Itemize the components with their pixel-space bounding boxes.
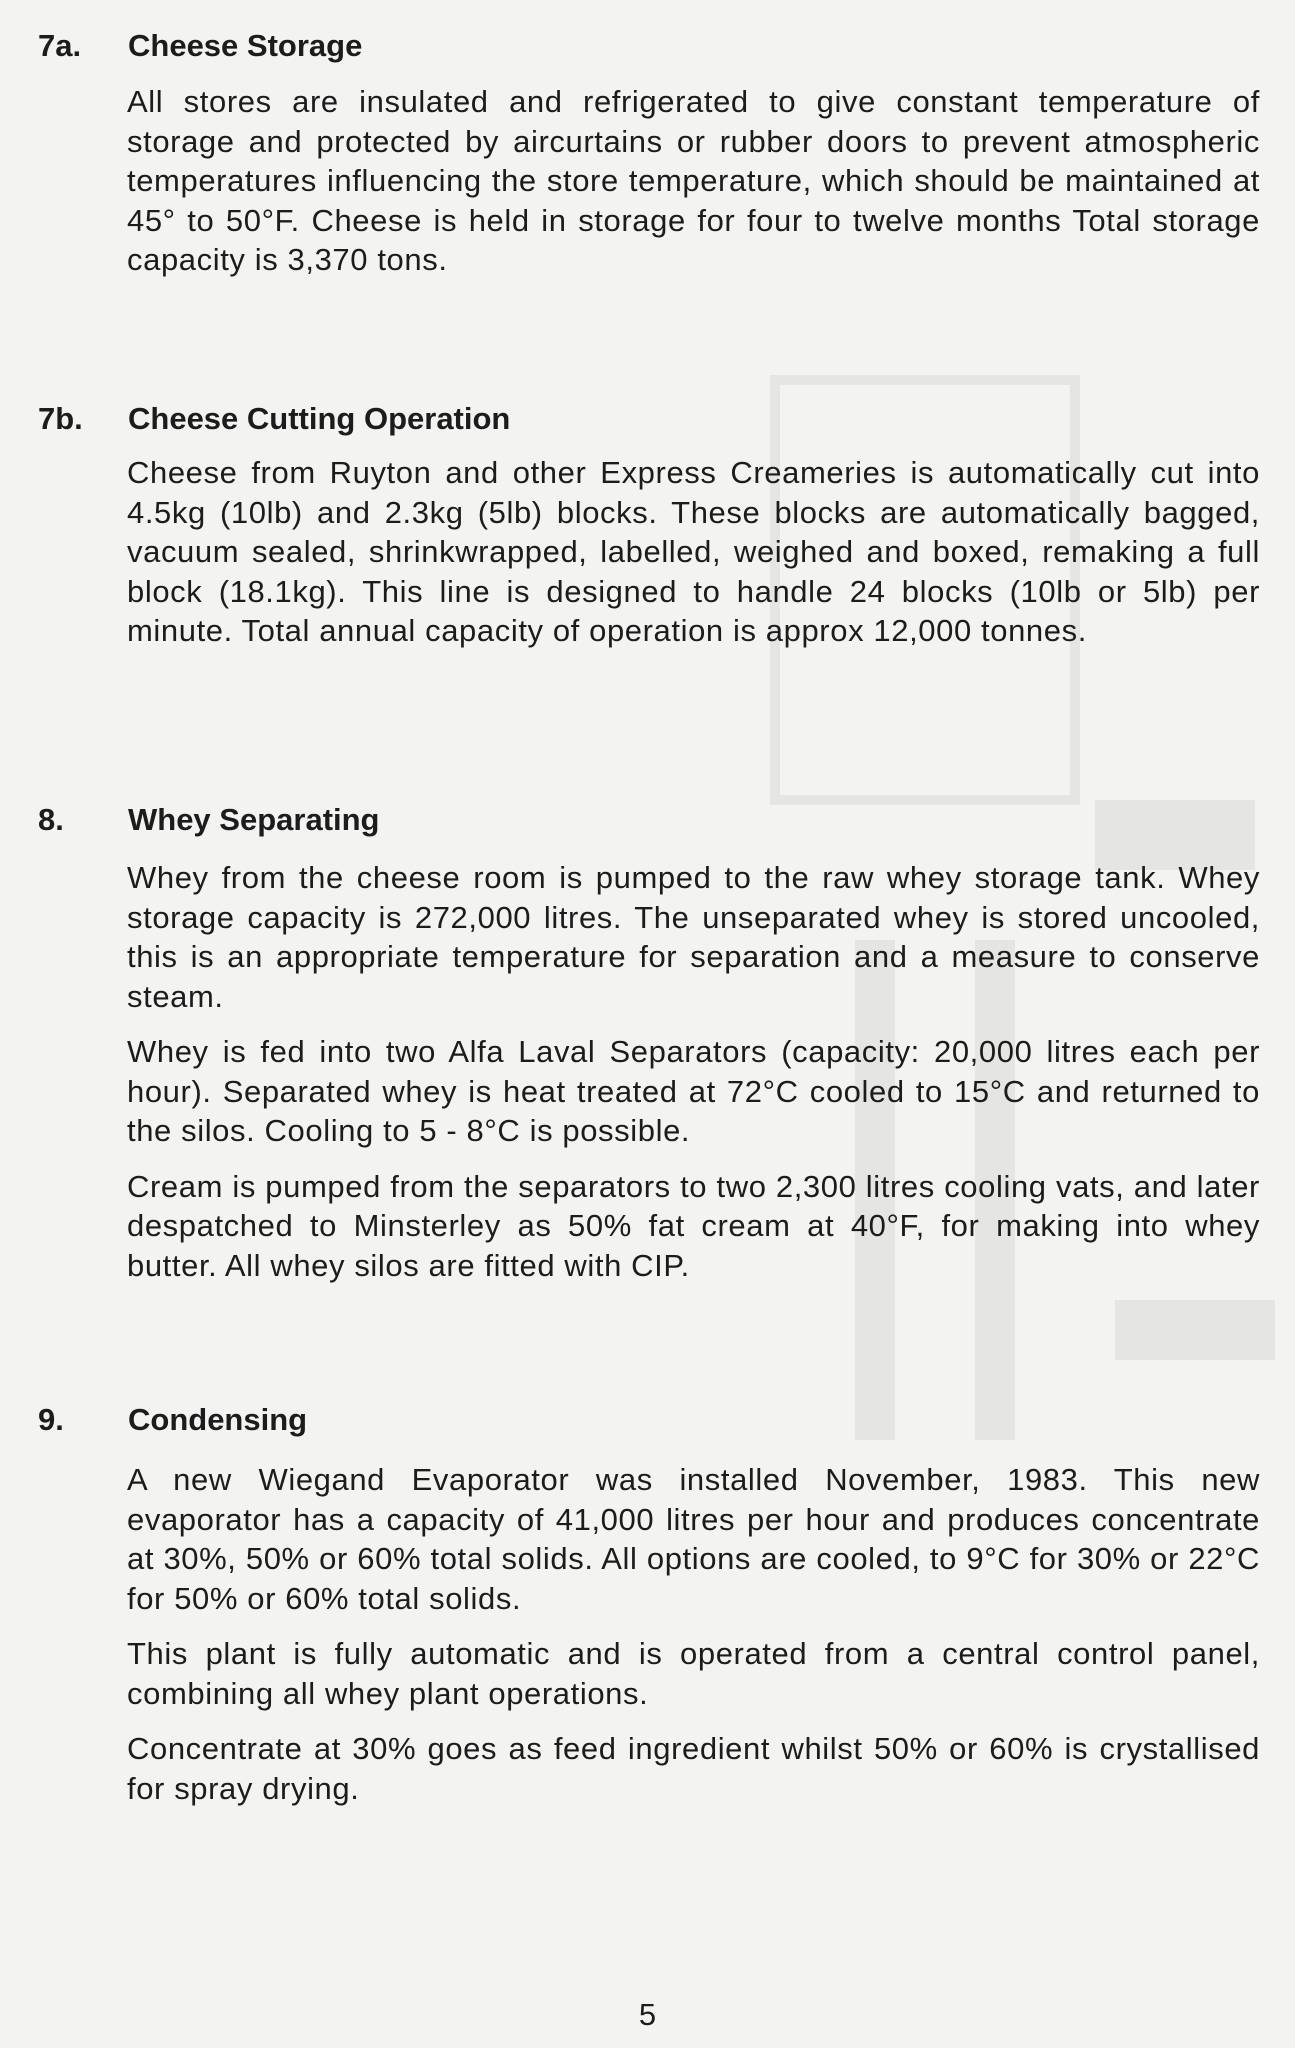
paragraph: All stores are insulated and refrigerated to give constant temperature of storage and protected by aircurtains or rubber doors to prevent atmospheric temperatures influencing the store temperature, which should be maintained at 45° to 50°F. Cheese is held in storage for four to twelve months Total storage capacity is 3,370 tons. — [127, 84, 1260, 277]
section-number: 7a. — [38, 28, 82, 63]
section-heading: Cheese Cutting Operation — [128, 401, 511, 436]
section-heading: Cheese Storage — [128, 28, 363, 63]
section-body — [127, 453, 1260, 667]
paragraph: Cream is pumped from the separators to two 2,300 litres cooling vats, and later despatched to Minsterley as 50% fat cream at 40°F, for making into whey butter. All whey silos are fitted with CIP. — [127, 1168, 1260, 1283]
section-number: 8. — [38, 802, 64, 837]
paragraph: Whey is fed into two Alfa Laval Separators (capacity: 20,000 litres each per hour). Separated whey is heat treated at 72°C cooled to 15°C and returned to the silos. Cooling to 5 - 8°C is possible. — [127, 1034, 1260, 1148]
section-number: 9. — [38, 1402, 64, 1437]
page-number: 5 — [638, 1997, 657, 2032]
section-heading: Whey Separating — [128, 802, 380, 837]
paragraph: This plant is fully automatic and is operated from a central control panel, combining all whey plant operations. — [127, 1636, 1260, 1711]
section-body — [127, 82, 1260, 296]
section-number: 7b. — [38, 401, 83, 436]
section-heading: Condensing — [128, 1402, 308, 1437]
paragraph: Concentrate at 30% goes as feed ingredient whilst 50% or 60% is crystallised for spray drying. — [127, 1731, 1260, 1806]
section-body — [127, 1460, 1260, 1824]
paragraph: A new Wiegand Evaporator was installed November, 1983. This new evaporator has a capacity of 41,000 litres per hour and produces concentrate at 30%, 50% or 60% total solids. All options are cooled, to 9°C for 30% or 22°C for 50% or 60% total solids. — [127, 1462, 1260, 1616]
paragraph: Cheese from Ruyton and other Express Creameries is automatically cut into 4.5kg (10lb) and 2.3kg (5lb) blocks. These blocks are automatically bagged, vacuum sealed, shrinkwrapped, labelled, weighed and boxed, remaking a full block (18.1kg). This line is designed to handle 24 blocks (10lb or 5lb) per minute. Total annual capacity of operation is approx 12,000 tonnes. — [127, 455, 1260, 648]
section-body — [127, 858, 1260, 1301]
paragraph: Whey from the cheese room is pumped to the raw whey storage tank. Whey storage capacity is 272,000 litres. The unseparated whey is stored uncooled, this is an appropriate temperature for separation and a measure to conserve steam. — [127, 860, 1260, 1014]
